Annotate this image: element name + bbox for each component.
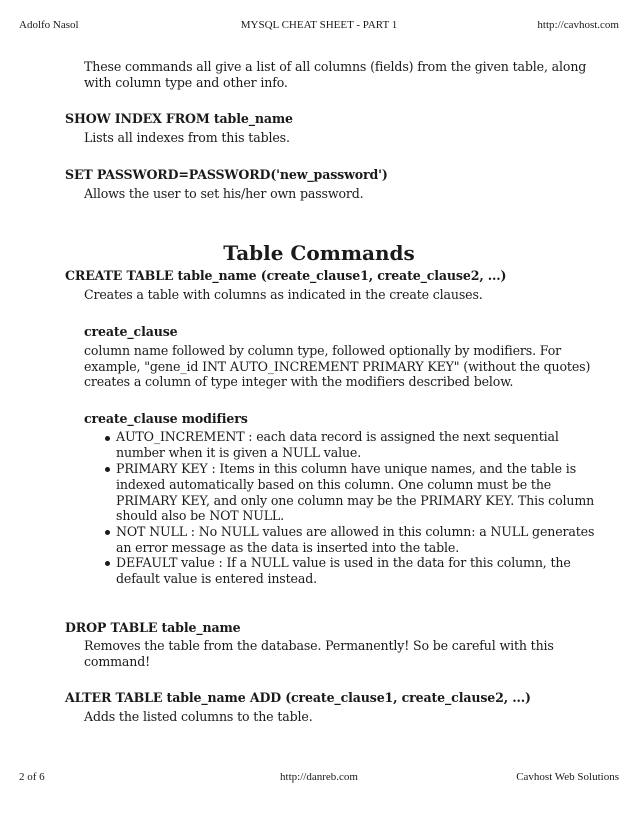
- show-index-heading: SHOW INDEX FROM table_name: [65, 111, 293, 126]
- modifier-line: PRIMARY KEY, and only one column may be the PRIMARY KEY. This column: [116, 493, 595, 508]
- modifier-line: default value is entered instead.: [116, 571, 317, 586]
- set-password-desc: Allows the user to set his/her own password.: [84, 186, 364, 201]
- set-password-heading: SET PASSWORD=PASSWORD('new_password'): [65, 167, 388, 182]
- intro-line: with column type and other info.: [84, 75, 288, 90]
- alter-table-heading: ALTER TABLE table_name ADD (create_clause1, create_clause2, ...): [65, 690, 531, 705]
- modifier-line: NOT NULL : No NULL values are allowed in this column: a NULL generates: [116, 524, 595, 539]
- drop-table-line: command!: [84, 654, 151, 669]
- bullet-icon: [105, 467, 110, 472]
- create-clause-line: column name followed by column type, followed optionally by modifiers. For: [84, 343, 561, 358]
- bullet-icon: [105, 530, 110, 535]
- create-table-heading: CREATE TABLE table_name (create_clause1, create_clause2, ...): [65, 268, 507, 283]
- footer-url: http://danreb.com: [280, 771, 358, 783]
- modifier-line: DEFAULT value : If a NULL value is used in the data for this column, the: [116, 555, 571, 570]
- modifier-line: should also be NOT NULL.: [116, 508, 284, 523]
- alter-table-desc: Adds the listed columns to the table.: [84, 709, 313, 724]
- drop-table-line: Removes the table from the database. Permanently! So be careful with this: [84, 638, 554, 653]
- modifier-line: number when it is given a NULL value.: [116, 445, 362, 460]
- modifiers-heading: create_clause modifiers: [84, 411, 248, 426]
- bullet-icon: [105, 561, 110, 566]
- modifier-line: AUTO_INCREMENT : each data record is assigned the next sequential: [116, 429, 559, 444]
- header-url: http://cavhost.com: [537, 19, 619, 31]
- bullet-icon: [105, 436, 110, 441]
- show-index-desc: Lists all indexes from this tables.: [84, 130, 290, 145]
- footer-page-number: 2 of 6: [19, 771, 45, 783]
- create-clause-line: example, "gene_id INT AUTO_INCREMENT PRIMARY KEY" (without the quotes): [84, 359, 591, 374]
- header-author: Adolfo Nasol: [19, 19, 79, 31]
- drop-table-heading: DROP TABLE table_name: [65, 620, 241, 635]
- create-clause-line: creates a column of type integer with the modifiers described below.: [84, 374, 514, 389]
- header-title: MYSQL CHEAT SHEET - PART 1: [240, 19, 398, 31]
- create-clause-heading: create_clause: [84, 324, 178, 339]
- modifier-line: indexed automatically based on this column. One column must be the: [116, 477, 552, 492]
- modifier-line: an error message as the data is inserted into the table.: [116, 540, 460, 555]
- footer-company: Cavhost Web Solutions: [516, 771, 619, 783]
- modifier-line: PRIMARY KEY : Items in this column have unique names, and the table is: [116, 461, 577, 476]
- section-title: Table Commands: [223, 241, 415, 265]
- create-table-desc: Creates a table with columns as indicated in the create clauses.: [84, 287, 483, 302]
- intro-line: These commands all give a list of all columns (fields) from the given table, along: [84, 59, 587, 74]
